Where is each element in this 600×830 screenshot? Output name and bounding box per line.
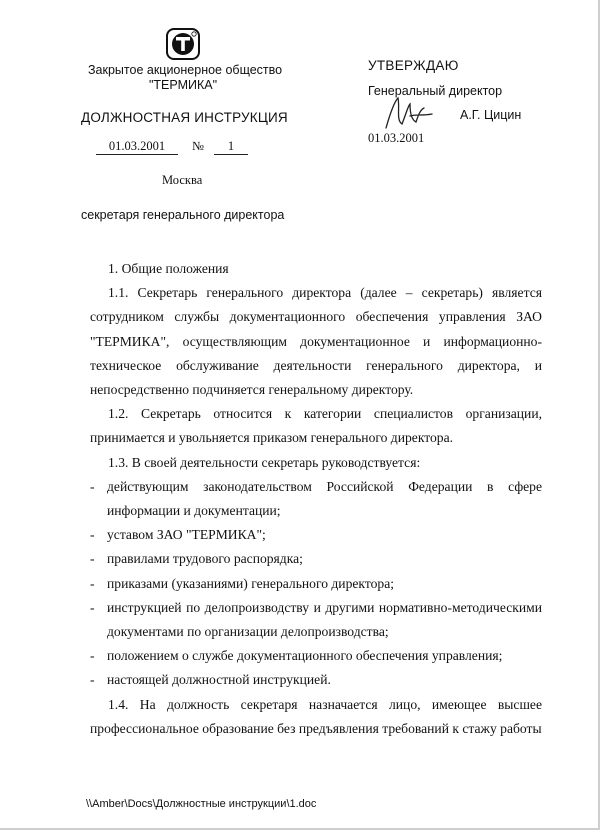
position-title: секретаря генерального директора: [81, 208, 285, 222]
list-item: - приказами (указаниями) генерального директора;: [90, 572, 542, 596]
org-name-line2: "ТЕРМИКА": [148, 78, 218, 92]
approval-stamp: УТВЕРЖДАЮ: [368, 58, 459, 73]
paragraph-1-4: 1.4. На должность секретаря назначается лицо, имеющее высшее профессиональное образование без предъявления требований к стажу работы: [90, 696, 542, 736]
approval-date: 01.03.2001: [368, 131, 425, 145]
list-item-text: уставом ЗАО "ТЕРМИКА";: [107, 527, 266, 543]
document-date-number: [96, 137, 248, 155]
list-item: - действующим законодательством Российской Федерации в сфере информации и документации;: [90, 475, 542, 523]
list-item-text: приказами (указаниями) генерального директора;: [107, 575, 395, 591]
company-logo: [166, 28, 200, 60]
signature-mark: [380, 94, 440, 134]
list-item: - инструкцией по делопроизводству и другими нормативно-методическими документами по организации делопроизводства;: [90, 596, 542, 644]
document-body: [90, 257, 542, 741]
list-item-text: действующим законодательством Российской Федерации в сфере информации и документации;: [107, 478, 542, 519]
approval-role: Генеральный директор: [368, 84, 503, 98]
number-sign: №: [192, 139, 204, 153]
city: Москва: [162, 173, 203, 187]
section-title: 1. Общие положения: [108, 261, 229, 276]
list-item: - уставом ЗАО "ТЕРМИКА";: [90, 523, 542, 547]
paragraph-1-3: 1.3. В своей деятельности секретарь руководствуется:: [108, 454, 421, 470]
org-name-line1: Закрытое акционерное общество: [88, 63, 283, 77]
approval-name: А.Г. Цицин: [460, 108, 522, 122]
list-item-text: настоящей должностной инструкцией.: [107, 672, 331, 688]
paragraph-1-2: 1.2. Секретарь относится к категории специалистов организации, принимается и увольняется приказом генерального директора.: [90, 406, 542, 446]
document-type: ДОЛЖНОСТНАЯ ИНСТРУКЦИЯ: [81, 110, 288, 125]
list-item: - положением о службе документационного обеспечения управления;: [90, 644, 542, 668]
list-item: - настоящей должностной инструкцией.: [90, 668, 542, 692]
paragraph-1-1: 1.1. Секретарь генерального директора (далее – секретарь) является сотрудником службы документационного обеспечения управления ЗАО "ТЕРМИКА", осуществляющим документационное и информационно-техническое обслуживание деятельности генерального директора, и непосредственно подчиняется генеральному директору.: [90, 285, 542, 398]
list-item: - правилами трудового распорядка;: [90, 547, 542, 571]
list-item-text: правилами трудового распорядка;: [107, 551, 303, 567]
document-number: 1: [214, 139, 248, 155]
list-item-text: инструкцией по делопроизводству и другими нормативно-методическими документами по организации делопроизводства;: [107, 599, 542, 640]
document-date: 01.03.2001: [96, 139, 178, 155]
list-item-text: положением о службе документационного обеспечения управления;: [107, 648, 503, 664]
file-path-footer: \\Amber\Docs\Должностные инструкции\1.doc: [86, 798, 317, 810]
